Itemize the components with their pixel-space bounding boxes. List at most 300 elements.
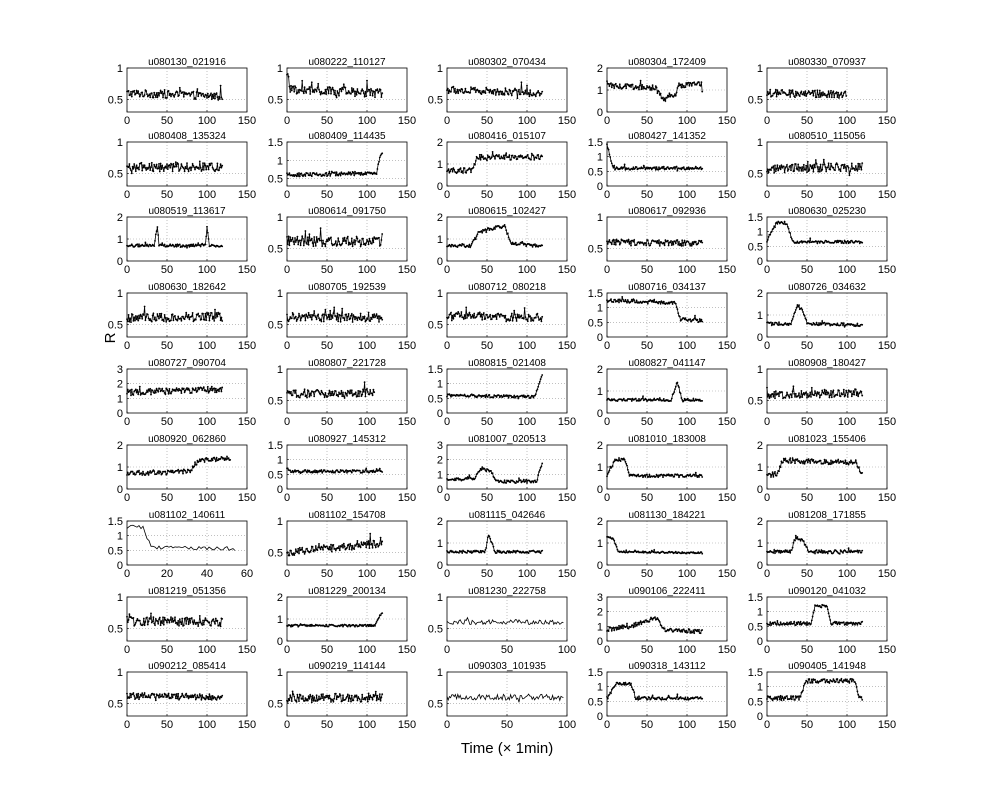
data-point bbox=[526, 318, 528, 320]
data-point bbox=[298, 553, 300, 555]
data-point bbox=[364, 471, 366, 473]
data-point bbox=[680, 243, 682, 245]
data-point bbox=[340, 393, 342, 395]
data-point bbox=[348, 313, 350, 315]
data-point bbox=[378, 161, 380, 163]
data-point bbox=[830, 163, 832, 165]
data-point bbox=[469, 92, 471, 94]
data-point bbox=[533, 92, 535, 94]
data-point bbox=[172, 313, 174, 315]
y-tick-label: 0 bbox=[756, 332, 763, 344]
data-point bbox=[769, 89, 771, 91]
data-point bbox=[331, 88, 333, 90]
data-point bbox=[858, 466, 860, 468]
data-point bbox=[361, 472, 363, 474]
data-point bbox=[317, 241, 319, 243]
data-point bbox=[830, 90, 832, 92]
data-point bbox=[513, 317, 515, 319]
data-point bbox=[513, 89, 515, 91]
data-point bbox=[773, 165, 775, 167]
data-point bbox=[815, 460, 817, 462]
data-point bbox=[164, 244, 166, 246]
data-point bbox=[214, 391, 216, 393]
y-tick-label: 0 bbox=[596, 332, 603, 344]
data-point bbox=[147, 471, 149, 473]
data-point bbox=[504, 94, 506, 96]
data-point bbox=[376, 468, 378, 470]
data-point bbox=[470, 86, 472, 88]
data-point bbox=[192, 312, 194, 314]
data-point bbox=[532, 95, 534, 97]
data-point bbox=[167, 168, 169, 170]
data-point bbox=[157, 623, 159, 625]
data-point bbox=[135, 315, 137, 317]
data-point bbox=[341, 395, 343, 397]
data-point bbox=[146, 390, 148, 392]
data-point bbox=[339, 314, 341, 316]
data-point bbox=[517, 398, 519, 400]
data-point bbox=[663, 301, 665, 303]
data-point bbox=[138, 93, 140, 95]
data-point bbox=[814, 167, 816, 169]
data-point bbox=[458, 552, 460, 554]
data-point bbox=[218, 169, 220, 171]
data-point bbox=[504, 224, 506, 226]
data-point bbox=[630, 301, 632, 303]
x-tick-label: 150 bbox=[237, 492, 257, 504]
data-point bbox=[521, 81, 523, 83]
data-point bbox=[160, 90, 162, 92]
data-point bbox=[458, 313, 460, 315]
data-point bbox=[824, 550, 826, 552]
data-point bbox=[834, 169, 836, 171]
x-tick-label: 100 bbox=[677, 492, 697, 504]
data-point bbox=[482, 92, 484, 94]
data-point bbox=[297, 89, 299, 91]
data-point bbox=[673, 166, 675, 168]
data-point bbox=[133, 320, 135, 322]
data-point bbox=[214, 309, 216, 311]
data-point bbox=[313, 315, 315, 317]
data-point bbox=[861, 552, 863, 554]
y-tick-label: 1 bbox=[436, 234, 443, 246]
data-point bbox=[210, 93, 212, 95]
data-point bbox=[825, 166, 827, 168]
data-point bbox=[351, 173, 353, 175]
data-point bbox=[659, 301, 661, 303]
data-point bbox=[829, 96, 831, 98]
data-point bbox=[343, 395, 345, 397]
data-point bbox=[475, 91, 477, 93]
data-point bbox=[824, 164, 826, 166]
data-point bbox=[323, 321, 325, 323]
data-point bbox=[790, 393, 792, 395]
data-point bbox=[532, 395, 534, 397]
data-point bbox=[517, 158, 519, 160]
data-point bbox=[845, 95, 847, 97]
y-tick-label: 0 bbox=[116, 560, 123, 572]
data-point bbox=[210, 460, 212, 462]
subplot bbox=[757, 510, 896, 580]
data-point bbox=[307, 173, 309, 175]
data-point bbox=[492, 90, 494, 92]
data-point bbox=[296, 320, 298, 322]
x-tick-label: 100 bbox=[677, 264, 697, 276]
x-tick-label: 0 bbox=[283, 340, 291, 352]
x-tick-label: 150 bbox=[557, 264, 577, 276]
data-point bbox=[313, 91, 315, 93]
data-point bbox=[183, 388, 185, 390]
data-point bbox=[176, 166, 178, 168]
data-point bbox=[476, 316, 478, 318]
data-point bbox=[777, 472, 779, 474]
x-tick-label: 50 bbox=[480, 416, 494, 428]
data-point bbox=[340, 175, 342, 177]
subplot-title: u080727_090704 bbox=[148, 358, 226, 369]
data-point bbox=[814, 390, 816, 392]
data-point bbox=[779, 550, 781, 552]
y-tick-label: 2 bbox=[596, 440, 603, 452]
data-point bbox=[676, 166, 678, 168]
data-point bbox=[819, 90, 821, 92]
data-point bbox=[342, 547, 344, 549]
data-point bbox=[166, 473, 168, 475]
data-point bbox=[525, 245, 527, 247]
data-point bbox=[461, 311, 463, 313]
data-point bbox=[840, 324, 842, 326]
x-tick-label: 150 bbox=[717, 115, 737, 127]
data-point bbox=[361, 244, 363, 246]
data-point bbox=[172, 470, 174, 472]
data-point bbox=[527, 154, 529, 156]
data-point bbox=[805, 544, 807, 546]
data-point bbox=[681, 239, 683, 241]
data-point bbox=[317, 87, 319, 89]
data-point bbox=[375, 470, 377, 472]
data-point bbox=[832, 391, 834, 393]
data-point bbox=[681, 245, 683, 247]
data-point bbox=[677, 87, 679, 89]
subplot bbox=[748, 358, 896, 428]
x-tick-label: 50 bbox=[320, 340, 334, 352]
data-point bbox=[645, 245, 647, 247]
y-tick-label: 0 bbox=[276, 484, 283, 496]
data-point bbox=[295, 316, 297, 318]
x-tick-label: 50 bbox=[800, 416, 814, 428]
data-point bbox=[159, 171, 161, 173]
x-tick-label: 50 bbox=[480, 115, 494, 127]
data-point bbox=[614, 299, 616, 301]
data-point bbox=[782, 462, 784, 464]
data-point bbox=[611, 163, 613, 165]
data-point bbox=[507, 232, 509, 234]
data-point bbox=[486, 229, 488, 231]
data-point bbox=[330, 318, 332, 320]
data-point bbox=[771, 324, 773, 326]
data-point bbox=[466, 317, 468, 319]
data-point bbox=[364, 96, 366, 98]
data-point bbox=[155, 618, 157, 620]
data-point bbox=[130, 321, 132, 323]
data-point bbox=[631, 400, 633, 402]
data-point bbox=[354, 394, 356, 396]
data-point bbox=[205, 319, 207, 321]
data-point bbox=[796, 242, 798, 244]
data-point bbox=[772, 95, 774, 97]
data-point bbox=[776, 96, 778, 98]
data-point bbox=[842, 552, 844, 554]
data-point bbox=[138, 470, 140, 472]
data-point bbox=[214, 623, 216, 625]
data-point bbox=[345, 314, 347, 316]
data-point bbox=[804, 463, 806, 465]
data-point bbox=[845, 91, 847, 93]
data-point bbox=[156, 319, 158, 321]
y-tick-label: 1.5 bbox=[107, 516, 123, 528]
data-point bbox=[824, 459, 826, 461]
data-point bbox=[629, 241, 631, 243]
data-point bbox=[815, 324, 817, 326]
data-point bbox=[162, 167, 164, 169]
data-point bbox=[769, 394, 771, 396]
data-point bbox=[202, 620, 204, 622]
data-point bbox=[205, 457, 207, 459]
data-point bbox=[345, 243, 347, 245]
data-point bbox=[335, 175, 337, 177]
data-point bbox=[805, 90, 807, 92]
data-point bbox=[627, 299, 629, 301]
data-point bbox=[347, 316, 349, 318]
data-point bbox=[377, 92, 379, 94]
data-point bbox=[129, 168, 131, 170]
data-point bbox=[535, 95, 537, 97]
data-point bbox=[365, 91, 367, 93]
data-point bbox=[324, 243, 326, 245]
data-point bbox=[363, 542, 365, 544]
data-point bbox=[508, 397, 510, 399]
subplot bbox=[268, 282, 416, 352]
data-point bbox=[701, 476, 703, 478]
data-point bbox=[215, 317, 217, 319]
data-point bbox=[360, 391, 362, 393]
data-point bbox=[788, 395, 790, 397]
data-point bbox=[375, 315, 377, 317]
data-point bbox=[290, 626, 292, 628]
data-point bbox=[534, 94, 536, 96]
data-point bbox=[810, 396, 812, 398]
data-point bbox=[794, 540, 796, 542]
data-point bbox=[516, 320, 518, 322]
y-tick-label: 1 bbox=[436, 378, 443, 391]
data-point bbox=[305, 175, 307, 177]
x-tick-label: 100 bbox=[517, 115, 537, 127]
subplot-title: u080827_041147 bbox=[628, 358, 706, 369]
data-point bbox=[336, 171, 338, 173]
data-point bbox=[357, 390, 359, 392]
subplot-title: u080908_180427 bbox=[788, 358, 866, 369]
data-point bbox=[217, 312, 219, 314]
data-point bbox=[514, 550, 516, 552]
data-point bbox=[476, 235, 478, 237]
x-tick-label: 0 bbox=[443, 264, 451, 276]
data-point bbox=[701, 168, 703, 170]
data-point bbox=[809, 91, 811, 93]
data-point bbox=[701, 553, 703, 555]
data-point bbox=[517, 481, 519, 483]
data-point bbox=[530, 320, 532, 322]
data-point bbox=[345, 469, 347, 471]
data-point bbox=[500, 158, 502, 160]
subplot-title: u080920_062860 bbox=[148, 434, 226, 445]
data-point bbox=[526, 482, 528, 484]
data-point bbox=[143, 167, 145, 169]
data-point bbox=[687, 398, 689, 400]
data-point bbox=[676, 92, 678, 94]
y-tick-label: 0 bbox=[596, 484, 603, 496]
data-point bbox=[351, 238, 353, 240]
data-point bbox=[297, 236, 299, 238]
data-point bbox=[189, 389, 191, 391]
data-point bbox=[775, 170, 777, 172]
x-tick-label: 0 bbox=[443, 568, 451, 580]
subplot-title: u080427_141352 bbox=[628, 131, 706, 142]
data-point bbox=[808, 458, 810, 460]
data-point bbox=[170, 96, 172, 98]
data-point bbox=[693, 398, 695, 400]
y-tick-label: 1 bbox=[436, 159, 443, 171]
data-point bbox=[349, 543, 351, 545]
x-tick-label: 100 bbox=[837, 264, 857, 276]
data-point bbox=[137, 90, 139, 92]
data-point bbox=[360, 174, 362, 176]
data-point bbox=[339, 549, 341, 551]
x-tick-label: 100 bbox=[837, 115, 857, 127]
data-point bbox=[311, 319, 313, 321]
data-point bbox=[502, 158, 504, 160]
data-point bbox=[649, 245, 651, 247]
data-point bbox=[329, 319, 331, 321]
subplot bbox=[588, 282, 736, 352]
data-point bbox=[647, 239, 649, 241]
data-point bbox=[171, 471, 173, 473]
x-tick-label: 0 bbox=[123, 189, 131, 201]
data-point bbox=[217, 96, 219, 98]
y-tick-label: 1 bbox=[436, 63, 443, 75]
data-point bbox=[322, 313, 324, 315]
data-point bbox=[633, 239, 635, 241]
data-point bbox=[171, 164, 173, 166]
data-point bbox=[161, 620, 163, 622]
data-point bbox=[360, 93, 362, 95]
data-point bbox=[137, 389, 139, 391]
data-point bbox=[448, 316, 450, 318]
data-point bbox=[520, 93, 522, 95]
data-point bbox=[138, 315, 140, 317]
data-point bbox=[521, 155, 523, 157]
data-point bbox=[321, 390, 323, 392]
data-point bbox=[144, 624, 146, 626]
data-point bbox=[182, 473, 184, 475]
data-point bbox=[204, 319, 206, 321]
data-point bbox=[371, 243, 373, 245]
data-point bbox=[817, 89, 819, 91]
data-point bbox=[193, 466, 195, 468]
data-point bbox=[512, 155, 514, 157]
data-point bbox=[217, 316, 219, 318]
x-tick-label: 150 bbox=[717, 492, 737, 504]
data-point bbox=[294, 392, 296, 394]
data-point bbox=[206, 390, 208, 392]
data-point bbox=[346, 547, 348, 549]
data-point bbox=[818, 322, 820, 324]
data-point bbox=[177, 469, 179, 471]
x-tick-label: 50 bbox=[800, 264, 814, 276]
plot-area bbox=[287, 445, 407, 489]
data-point bbox=[378, 470, 380, 472]
subplot bbox=[437, 206, 576, 276]
data-point bbox=[197, 244, 199, 246]
data-point bbox=[169, 622, 171, 624]
data-point bbox=[153, 164, 155, 166]
data-point bbox=[681, 399, 683, 401]
subplot bbox=[748, 131, 896, 201]
x-tick-label: 50 bbox=[480, 189, 494, 201]
data-point bbox=[681, 169, 683, 171]
data-point bbox=[827, 461, 829, 463]
data-point bbox=[365, 174, 367, 176]
data-point bbox=[845, 166, 847, 168]
data-point bbox=[818, 96, 820, 98]
data-point bbox=[189, 470, 191, 472]
plot-area bbox=[287, 521, 407, 565]
data-point bbox=[804, 315, 806, 317]
data-point bbox=[686, 84, 688, 86]
data-point bbox=[701, 474, 703, 476]
data-point bbox=[541, 374, 543, 376]
data-point bbox=[145, 169, 147, 171]
data-point bbox=[448, 92, 450, 94]
data-point bbox=[683, 85, 685, 87]
data-point bbox=[186, 387, 188, 389]
data-point bbox=[219, 622, 221, 624]
data-point bbox=[157, 470, 159, 472]
x-tick-label: 150 bbox=[877, 340, 897, 352]
data-point bbox=[354, 318, 356, 320]
data-point bbox=[341, 308, 343, 310]
data-point bbox=[164, 617, 166, 619]
data-point bbox=[341, 90, 343, 92]
data-point bbox=[189, 92, 191, 94]
data-point bbox=[131, 173, 133, 175]
data-point bbox=[133, 90, 135, 92]
data-point bbox=[216, 312, 218, 314]
x-tick-label: 100 bbox=[517, 492, 537, 504]
data-point bbox=[809, 392, 811, 394]
data-point bbox=[821, 92, 823, 94]
data-point bbox=[369, 238, 371, 240]
data-point bbox=[351, 549, 353, 551]
data-point bbox=[624, 301, 626, 303]
data-point bbox=[337, 237, 339, 239]
data-point bbox=[525, 90, 527, 92]
x-tick-label: 150 bbox=[557, 189, 577, 201]
data-point bbox=[142, 164, 144, 166]
subplot bbox=[268, 510, 416, 580]
data-point bbox=[630, 398, 632, 400]
data-point bbox=[792, 318, 794, 320]
x-tick-label: 0 bbox=[443, 492, 451, 504]
data-point bbox=[625, 83, 627, 85]
